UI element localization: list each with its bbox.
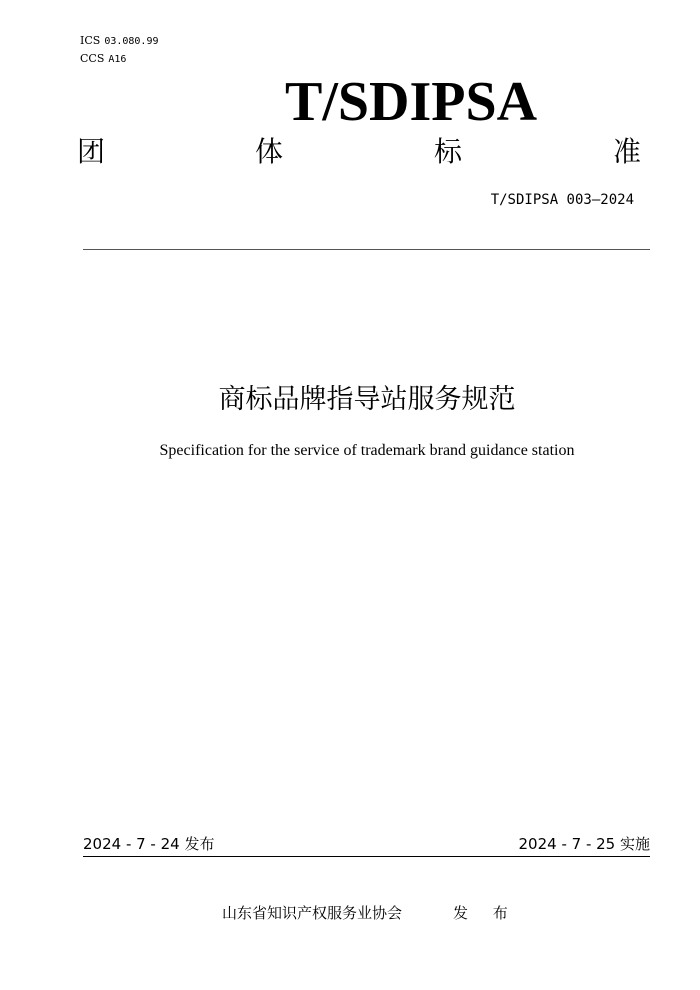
ccs-classification bbox=[80, 52, 126, 67]
ics-classification bbox=[80, 34, 159, 49]
organization-code-heading: T/SDIPSA bbox=[285, 71, 538, 133]
effective-date: 2024 - 7 - 25 实施 bbox=[518, 835, 650, 853]
header-divider bbox=[83, 249, 650, 250]
standard-type-char-1: 团 bbox=[77, 135, 106, 168]
ics-code: 03.080.99 bbox=[104, 36, 159, 47]
title-english: Specification for the service of trademark brand guidance station bbox=[159, 442, 575, 459]
publish-date: 2024 - 7 - 24 发布 bbox=[83, 835, 215, 853]
ccs-code: A16 bbox=[108, 54, 127, 65]
ccs-label: CCS bbox=[80, 52, 105, 65]
publisher-name: 山东省知识产权服务业协会 bbox=[222, 904, 403, 922]
footer-divider bbox=[83, 856, 650, 857]
standard-type-char-4: 准 bbox=[613, 135, 642, 168]
standard-type-char-2: 体 bbox=[255, 135, 284, 168]
standard-type-char-3: 标 bbox=[434, 135, 463, 168]
standard-number: T/SDIPSA 003—2024 bbox=[490, 192, 634, 208]
ics-label: ICS bbox=[80, 34, 101, 47]
publish-verb: 发 布 bbox=[453, 904, 518, 922]
title-chinese: 商标品牌指导站服务规范 bbox=[218, 384, 516, 415]
